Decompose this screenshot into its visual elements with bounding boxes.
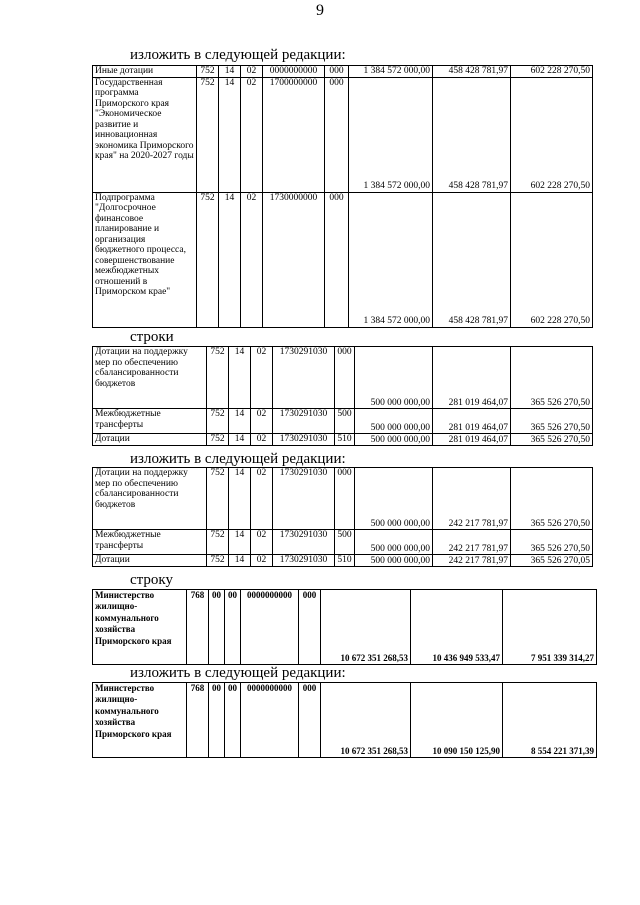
code-expense-type: 500 [335, 409, 355, 434]
row-name: Подпрограмма "Долгосрочное финансовое планирование и организация бюджетного процесса, совершенствование межбюджетных отношений в Приморском крае" [93, 192, 197, 327]
amount-year-1: 1 384 572 000,00 [349, 192, 433, 327]
amount-year-1: 500 000 000,00 [355, 409, 433, 434]
code-expense-type: 000 [325, 192, 349, 327]
amount-year-3: 365 526 270,50 [511, 409, 593, 434]
table-row [93, 347, 593, 409]
table-row [93, 530, 593, 555]
code-subsection: 00 [225, 590, 241, 665]
code-section: 14 [229, 530, 251, 555]
amount-year-1: 500 000 000,00 [355, 468, 433, 530]
code-section: 14 [229, 434, 251, 446]
table-row [93, 683, 597, 758]
code-section: 14 [229, 555, 251, 567]
code-expense-type: 000 [299, 590, 321, 665]
code-section: 14 [229, 468, 251, 530]
table-row [93, 590, 597, 665]
code-target: 1730291030 [273, 409, 335, 434]
amount-year-3: 365 526 270,50 [511, 468, 593, 530]
code-section: 14 [229, 347, 251, 409]
code-ministry: 752 [197, 66, 219, 78]
code-subsection: 02 [241, 66, 263, 78]
table-row [93, 555, 593, 567]
amount-year-1: 500 000 000,00 [355, 555, 433, 567]
row-name: Межбюджетные трансферты [93, 409, 207, 434]
heading-row: строку [130, 572, 173, 588]
amount-year-1: 10 672 351 268,53 [321, 590, 411, 665]
code-section: 00 [209, 683, 225, 758]
amount-year-2: 10 436 949 533,47 [411, 590, 503, 665]
row-name: Государственная программа Приморского края "Экономическое развитие и инновационная экономика Приморского края" на 2020-2027 годы [93, 77, 197, 192]
code-expense-type: 510 [335, 555, 355, 567]
amount-year-3: 8 554 221 371,39 [503, 683, 597, 758]
code-expense-type: 500 [335, 530, 355, 555]
code-section: 00 [209, 590, 225, 665]
code-ministry: 768 [187, 590, 209, 665]
code-expense-type: 000 [335, 347, 355, 409]
code-ministry: 752 [207, 409, 229, 434]
amount-year-3: 365 526 270,50 [511, 434, 593, 446]
amount-year-2: 281 019 464,07 [433, 409, 511, 434]
amount-year-1: 500 000 000,00 [355, 434, 433, 446]
amount-year-3: 602 228 270,50 [511, 77, 593, 192]
heading-rows: строки [130, 329, 174, 345]
amount-year-2: 458 428 781,97 [433, 66, 511, 78]
row-name: Дотации на поддержку мер по обеспечению сбалансированности бюджетов [93, 347, 207, 409]
code-subsection: 02 [251, 530, 273, 555]
table-new-edition-1 [92, 65, 593, 328]
table-row [93, 468, 593, 530]
code-ministry: 768 [187, 683, 209, 758]
code-target: 1730291030 [273, 434, 335, 446]
code-ministry: 752 [207, 468, 229, 530]
code-subsection: 02 [241, 77, 263, 192]
amount-year-1: 500 000 000,00 [355, 530, 433, 555]
amount-year-1: 500 000 000,00 [355, 347, 433, 409]
row-name: Межбюджетные трансферты [93, 530, 207, 555]
row-name: Иные дотации [93, 66, 197, 78]
table-new-edition-3 [92, 682, 597, 758]
code-expense-type: 000 [325, 66, 349, 78]
code-target: 1730291030 [273, 530, 335, 555]
table-row [93, 66, 593, 78]
page-number: 9 [316, 2, 324, 19]
row-name: Дотации [93, 555, 207, 567]
amount-year-2: 242 217 781,97 [433, 468, 511, 530]
code-subsection: 02 [251, 347, 273, 409]
row-name: Дотации на поддержку мер по обеспечению сбалансированности бюджетов [93, 468, 207, 530]
amount-year-2: 242 217 781,97 [433, 555, 511, 567]
code-expense-type: 000 [335, 468, 355, 530]
table-rows-original [92, 346, 593, 446]
code-expense-type: 000 [325, 77, 349, 192]
code-target: 0000000000 [241, 683, 299, 758]
code-ministry: 752 [197, 192, 219, 327]
amount-year-2: 10 090 150 125,90 [411, 683, 503, 758]
table-row-original [92, 589, 597, 665]
code-target: 1700000000 [263, 77, 325, 192]
code-ministry: 752 [207, 530, 229, 555]
amount-year-3: 602 228 270,50 [511, 192, 593, 327]
code-target: 1730291030 [273, 347, 335, 409]
table-row [93, 77, 593, 192]
code-subsection: 00 [225, 683, 241, 758]
code-ministry: 752 [207, 555, 229, 567]
code-subsection: 02 [251, 555, 273, 567]
amount-year-1: 10 672 351 268,53 [321, 683, 411, 758]
code-subsection: 02 [241, 192, 263, 327]
code-ministry: 752 [197, 77, 219, 192]
code-ministry: 752 [207, 434, 229, 446]
amount-year-2: 458 428 781,97 [433, 192, 511, 327]
code-section: 14 [219, 66, 241, 78]
code-subsection: 02 [251, 409, 273, 434]
amount-year-3: 365 526 270,05 [511, 555, 593, 567]
amount-year-1: 1 384 572 000,00 [349, 77, 433, 192]
heading-edit-3: изложить в следующей редакции: [130, 665, 346, 681]
amount-year-3: 365 526 270,50 [511, 347, 593, 409]
code-target: 1730291030 [273, 555, 335, 567]
amount-year-3: 365 526 270,50 [511, 530, 593, 555]
code-expense-type: 000 [299, 683, 321, 758]
table-row [93, 192, 593, 327]
code-subsection: 02 [251, 434, 273, 446]
code-section: 14 [229, 409, 251, 434]
row-name: Министерство жилищно-коммунального хозяйства Приморского края [93, 683, 187, 758]
code-expense-type: 510 [335, 434, 355, 446]
table-row [93, 409, 593, 434]
row-name: Дотации [93, 434, 207, 446]
amount-year-2: 458 428 781,97 [433, 77, 511, 192]
amount-year-3: 602 228 270,50 [511, 66, 593, 78]
code-section: 14 [219, 77, 241, 192]
heading-edit-2: изложить в следующей редакции: [130, 451, 346, 467]
row-name: Министерство жилищно-коммунального хозяйства Приморского края [93, 590, 187, 665]
table-new-edition-2 [92, 467, 593, 567]
table-row [93, 434, 593, 446]
amount-year-3: 7 951 339 314,27 [503, 590, 597, 665]
code-target: 0000000000 [263, 66, 325, 78]
heading-edit-1: изложить в следующей редакции: [130, 47, 346, 63]
amount-year-1: 1 384 572 000,00 [349, 66, 433, 78]
code-target: 1730000000 [263, 192, 325, 327]
code-target: 1730291030 [273, 468, 335, 530]
code-subsection: 02 [251, 468, 273, 530]
code-ministry: 752 [207, 347, 229, 409]
amount-year-2: 242 217 781,97 [433, 530, 511, 555]
code-section: 14 [219, 192, 241, 327]
code-target: 0000000000 [241, 590, 299, 665]
amount-year-2: 281 019 464,07 [433, 347, 511, 409]
amount-year-2: 281 019 464,07 [433, 434, 511, 446]
